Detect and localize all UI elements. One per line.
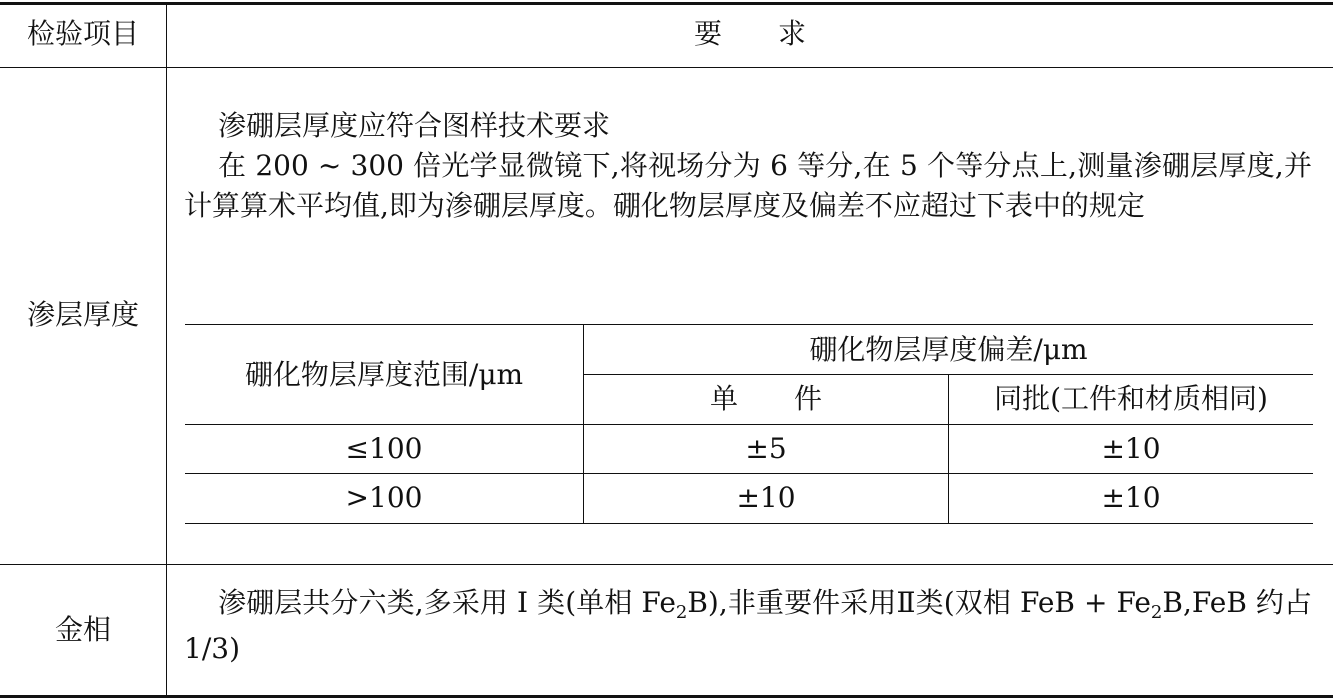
table-bottom-rule xyxy=(0,695,1333,698)
inner-bottom-rule xyxy=(185,523,1313,524)
header-item-label: 检验项目 xyxy=(26,17,139,50)
row-item-thickness: 渗层厚度 xyxy=(26,298,139,331)
table-row-1-batch: ±10 xyxy=(1101,432,1161,465)
inner-header-rule xyxy=(185,424,1313,425)
metallography-text-part-1: 渗硼层共分六类,多采用 I 类(单相 Fe xyxy=(218,586,676,619)
subscript-2-a: 2 xyxy=(675,602,688,623)
range-header: 硼化物层厚度范围/μm xyxy=(244,358,524,391)
table-row-2-single: ±10 xyxy=(736,481,796,514)
subscript-2-b: 2 xyxy=(1150,602,1163,623)
metallography-text-part-2: B),非重要件采用Ⅱ类(双相 FeB + Fe xyxy=(687,586,1151,619)
table-row-2-batch: ±10 xyxy=(1101,481,1161,514)
table-row-1-range: ≤100 xyxy=(345,432,423,465)
thickness-description xyxy=(184,106,1312,226)
deviation-header: 硼化物层厚度偏差/μm xyxy=(809,333,1088,366)
thickness-line-2: 在 200 ~ 300 倍光学显微镜下,将视场分为 6 等分,在 5 个等分点上,测量渗硼层厚度,并计算算术平均值,即为渗硼层厚度。硼化物层厚度及偏差不应超过下表中的规定 xyxy=(184,149,1312,222)
header-requirement-label: 要 求 xyxy=(693,17,806,50)
row-rule xyxy=(0,564,1333,565)
row-item-metallography: 金相 xyxy=(54,613,111,646)
inner-top-rule xyxy=(185,324,1313,325)
table-top-rule xyxy=(0,2,1333,5)
column-divider xyxy=(166,4,167,696)
inner-row-rule xyxy=(185,473,1313,474)
thickness-line-1: 渗硼层厚度应符合图样技术要求 xyxy=(218,109,611,142)
metallography-text-part-3: B,FeB 约占 1/3) xyxy=(184,586,1313,665)
same-batch-header: 同批(工件和材质相同) xyxy=(994,382,1268,415)
metallography-description xyxy=(184,580,1312,672)
single-piece-header: 单 件 xyxy=(709,382,822,415)
metallography-text xyxy=(184,580,1312,672)
table-row-2-range: >100 xyxy=(345,481,423,514)
header-rule xyxy=(0,67,1333,68)
table-row-1-single: ±5 xyxy=(745,432,787,465)
thickness-deviation-table xyxy=(185,324,1313,524)
